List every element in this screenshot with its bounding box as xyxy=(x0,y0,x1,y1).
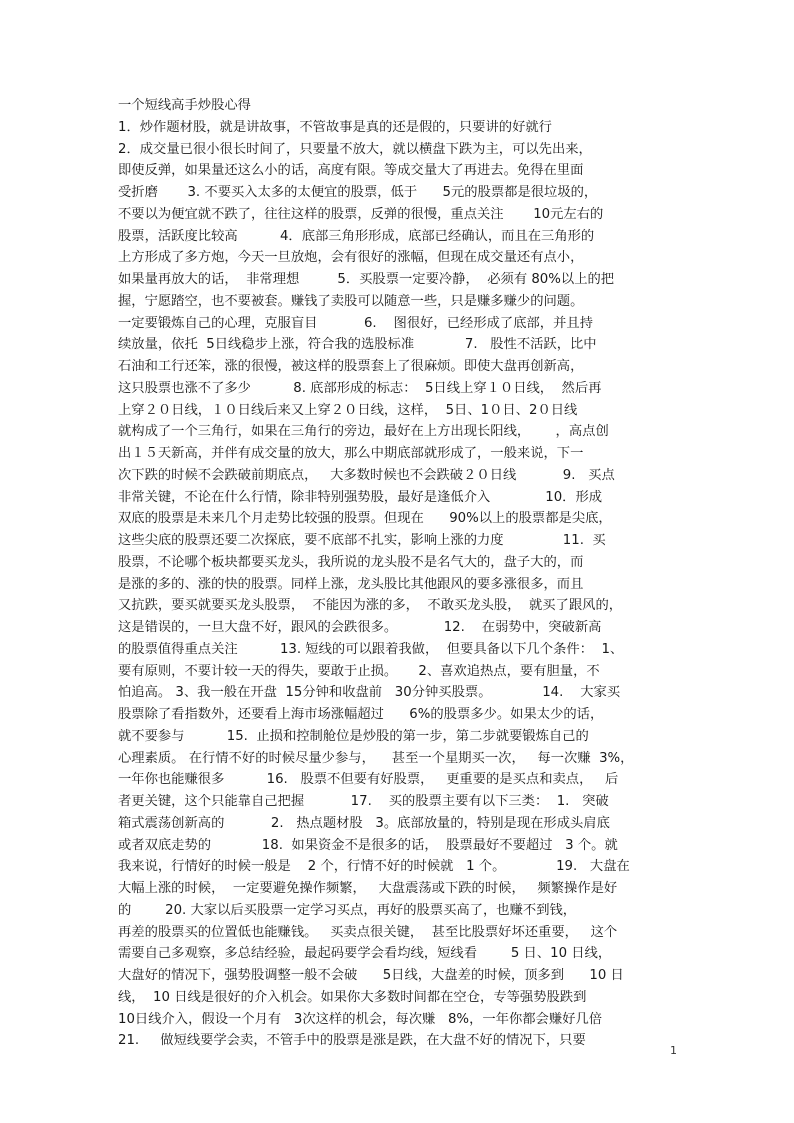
text-line: 又抗跌，要买就要买龙头股票， 不能因为涨的多， 不敢买龙头股， 就买了跟风的， xyxy=(118,598,623,614)
text-line: 股票除了看指数外，还要看上海市场涨幅超过 6%的股票多少。如果太少的话， xyxy=(118,707,604,722)
text-line: 我来说，行情好的时候一般是 2 个，行情不好的时候就 1 个。 19. 大盘在 xyxy=(118,859,630,875)
text-line: 双底的股票是未来几个月走势比较强的股票。但现在 90%以上的股票都是尖底， xyxy=(118,511,612,527)
text-line: 这只股票也涨不了多少 8. 底部形成的标志： 5日线上穿１０日线， 然后再 xyxy=(118,380,602,396)
text-line: 续放量，依托 5日线稳步上涨，符合我的选股标准 7. 股性不活跃，比中 xyxy=(118,337,597,353)
text-line: 上方形成了多方炮，今天一旦放炮，会有很好的涨幅，但现在成交量还有点小， xyxy=(118,250,584,266)
text-line: 10日线介入，假设一个月有 3次这样的机会，每次赚 8%，一年你都会赚好几倍 xyxy=(118,1011,603,1027)
text-line: 的 20. 大家以后买股票一定学习买点，再好的股票买高了，也赚不到钱， xyxy=(118,902,577,918)
page-number: 1 xyxy=(670,1044,677,1057)
text-line: 要有原则，不要计较一天的得失，要敢于止损。 2、喜欢追热点，要有胆量，不 xyxy=(118,663,600,679)
text-line: 再差的股票买的位置低也能赚钱。 买卖点很关键， 甚至比股票好坏还重要， 这个 xyxy=(118,924,618,940)
text-line: 2．成交量已很小很长时间了，只要量不放大，就以横盘下跌为主，可以先出来， xyxy=(118,141,592,157)
document-title: 一个短线高手炒股心得 xyxy=(118,98,251,113)
text-line: 这些尖底的股票还要二次探底，要不底部不扎实，影响上涨的力度 11. 买 xyxy=(118,533,606,548)
text-line: 21. 做短线要学会卖，不管手中的股票是涨是跌，在大盘不好的情况下，只要 xyxy=(118,1033,586,1049)
text-line: 线， 10 日线是很好的介入机会。如果你大多数时间都在空仓，专等强势股跌到 xyxy=(118,989,587,1005)
text-line: 握，宁愿踏空，也不要被套。赚钱了卖股可以随意一些，只是赚多赚少的问题。 xyxy=(118,293,584,309)
text-line: 股票，活跃度比较高 4．底部三角形形成，底部已经确认，而且在三角形的 xyxy=(118,228,595,244)
text-line: 股票，不论哪个板块都要买龙头，我所说的龙头股不是名气大的，盘子大的，而 xyxy=(118,554,584,570)
text-line: 一年你也能赚很多 16. 股票不但要有好股票， 更重要的是买点和卖点， 后 xyxy=(118,772,619,788)
text-line: 这是错误的，一旦大盘不好，跟风的会跌很多。 12. 在弱势中，突破新高 xyxy=(118,620,602,635)
document-body xyxy=(118,95,678,1052)
text-line: 石油和工行还笨，涨的很慢，被这样的股票套上了很麻烦。即使大盘再创新高， xyxy=(118,359,584,374)
text-line: 上穿２０日线，１０日线后来又上穿２０日线，这样， 5日、1０日、2０日线 xyxy=(118,402,578,418)
text-line: 或者双底走势的 18. 如果资金不是很多的话， 股票最好不要超过 3 个。就 xyxy=(118,837,618,853)
text-line: 1．炒作题材股，就是讲故事，不管故事是真的还是假的，只要讲的好就行 xyxy=(118,119,552,135)
text-line: 大幅上涨的时候， 一定要避免操作频繁， 大盘震荡或下跌的时候， 频繁操作是好 xyxy=(118,881,618,896)
text-line: 的股票值得重点关注 13. 短线的可以跟着我做， 但要具备以下几个条件： 1、 xyxy=(118,641,624,657)
text-line: 不要以为便宜就不跌了，往往这样的股票，反弹的很慢，重点关注 10元左右的 xyxy=(118,206,604,222)
text-line: 出１５天新高，并伴有成交量的放大，那么中期底部就形成了，一般来说，下一 xyxy=(118,446,584,461)
text-line: 一定要锻炼自己的心理，克服盲目 6. 图很好，已经形成了底部，并且持 xyxy=(118,315,593,331)
text-line: 箱式震荡创新高的 2. 热点题材股 3。底部放量的，特别是现在形成头肩底 xyxy=(118,815,610,831)
text-line: 需要自己多观察，多总结经验，最起码要学会看均线，短线看 5 日、10 日线， xyxy=(118,946,612,962)
text-line: 如果量再放大的话， 非常理想 5．买股票一定要冷静， 必须有 80%以上的把 xyxy=(118,272,615,287)
text-line: 大盘好的情况下，强势股调整一般不会破 5日线，大盘差的时候，顶多到 10 日 xyxy=(118,968,624,983)
text-line: 非常关键，不论在什么行情，除非特别强势股，最好是逢低介入 10．形成 xyxy=(118,489,603,505)
text-line: 者更关键，这个只能靠自己把握 17. 买的股票主要有以下三类： 1. 突破 xyxy=(118,794,609,809)
text-line: 怕追高。 3、我一般在开盘 15分钟和收盘前 30分钟买股票。 14. 大家买 xyxy=(118,685,621,701)
text-line: 即使反弹，如果量还这么小的话，高度有限。等成交量大了再进去。免得在里面 xyxy=(118,163,584,179)
text-line: 受折磨 3. 不要买入太多的太便宜的股票，低于 5元的股票都是很垃圾的， xyxy=(118,185,598,200)
text-line: 心理素质。 在行情不好的时候尽量少参与， 甚至一个星期买一次， 每一次赚 3%， xyxy=(118,750,634,766)
text-line: 次下跌的时候不会跌破前期底点， 大多数时候也不会跌破２０日线 9. 买点 xyxy=(118,467,615,483)
text-line: 就构成了一个三角行，如果在三角行的旁边，最好在上方出现长阳线， ，高点创 xyxy=(118,424,609,440)
text-line: 就不要参与 15. 止损和控制舱位是炒股的第一步，第二步就要锻炼自己的 xyxy=(118,728,589,744)
text-line: 是涨的多的、涨的快的股票。同样上涨，龙头股比其他跟风的要多涨很多，而且 xyxy=(118,576,584,592)
